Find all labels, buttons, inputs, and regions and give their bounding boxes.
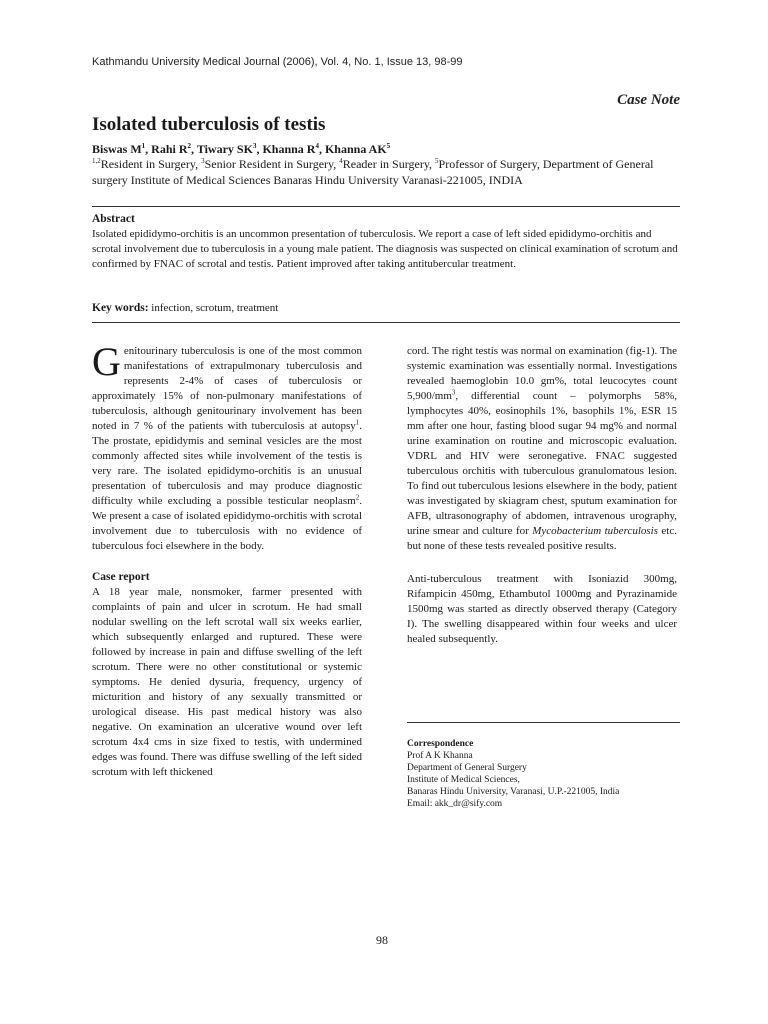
author-name: Tiwary SK [196,142,253,156]
case-report-heading: Case report [92,571,150,583]
author-superscript: 2 [187,142,192,150]
correspondence-line: Prof A K Khanna [407,751,473,761]
author-superscript: 5 [386,142,391,150]
citation-superscript: 1 [355,418,360,427]
affiliation-superscript: 1,2 [92,157,101,165]
author-name: Biswas M [92,142,142,156]
right-column [407,344,677,647]
correspondence-email: Email: akk_dr@sify.com [407,799,503,809]
intro-paragraph [92,339,362,554]
abstract-text: Isolated epididymo-orchitis is an uncommon presentation of tuberculosis. We report a case of left sided epididymo-orchitis and scrotal involvement due to tuberculosis in a young male patient. The diagnosis was suspected on clinical examination of scrotum and confirmed by FNAC of scrotal and testis. Patient improved after taking antitubercular treatment. [92,228,678,270]
author-superscript: 4 [315,142,319,150]
section-divider [92,322,680,323]
correspondence-line: Banaras Hindu University, Varanasi, U.P.-221005, India [407,787,620,797]
correspondence-line: Institute of Medical Sciences, [407,775,520,785]
correspondence-line: Department of General Surgery [407,763,527,773]
keywords [92,302,278,314]
case-report-continued [407,344,677,554]
page-number: 98 [376,933,388,947]
affiliation-text: Professor of Surgery, Department of General surgery Institute of Medical Sciences Banaras Hindu University Varanasi-221005, INDIA [92,157,654,187]
author-name: Khanna R [262,142,316,156]
organism-name: Mycobacterium tuberculosis [532,525,658,537]
body-text: cord. The right testis was normal on examination (fig-1). The systemic examination was essentially normal. Investigations revealed haemoglobin 10.0 gm%, total leucocytes count 5,900/mm [407,345,677,402]
journal-citation: Kathmandu University Medical Journal (2006), Vol. 4, No. 1, Issue 13, 98-99 [92,56,463,68]
author-superscript: 1 [141,142,146,150]
affiliation-text: Reader in Surgery, [342,157,436,171]
intro-text: enitourinary tuberculosis is one of the most common manifestations of extrapulmonary tuberculosis and represents 2-4% of cases of tuberculosis or approximately 15% of non-pulmonary manifestations of tuberculosis, although genitourinary involvement has been noted in 7 % of the patients with tuberculosis at autopsy [92,345,362,432]
affiliation-text: Senior Resident in Surgery, [204,157,340,171]
body-text: , differential count – polymorphs 58%, lymphocytes 40%, eosinophils 1%, basophils 1%, ESR 15 mm after one hour, fasting blood sugar 94 mg% and normal urine examination on routine and microscopic evaluation. VDRL and HIV were seronegative. FNAC suggested tuberculous orchitis with tuberculous granulomatous lesion. To find out tuberculous lesions elsewhere in the body, patient was investigated by skiagram chest, sputum examination for AFB, ultrasonography of abdomen, intravenous urography, urine smear and culture for [407,390,677,537]
affiliation-superscript: 3 [201,157,205,165]
abstract-heading: Abstract [92,213,135,225]
section-divider [92,206,680,207]
affiliation-superscript: 4 [339,157,343,165]
author-name: Rahi R [151,142,188,156]
article-title: Isolated tuberculosis of testis [92,114,326,135]
article-type-label: Case Note [617,92,680,108]
author-affiliation [92,156,692,188]
unit-superscript: 3 [451,388,456,397]
author-name: Khanna AK [324,142,387,156]
intro-text: . The prostate, epididymis and seminal vesicles are the most commonly affected sites while involvement of the testis is very rare. The isolated epididymo-orchitis is an unusual presentation of tuberculosis and may produce diagnostic difficulty while excluding a possible testicular neoplasm [92,420,362,507]
author-superscript: 3 [252,142,257,150]
treatment-paragraph: Anti-tuberculous treatment with Isoniazid 300mg, Rifampicin 450mg, Ethambutol 1000mg and Pyrazinamide 1500mg was started as directly observed therapy (Category I). The swelling disappeared within four weeks and ulcer healed subsequently. [407,573,677,645]
intro-text: . We present a case of isolated epididymo-orchitis with scrotal involvement due to tuberculosis with no evidence of tuberculous foci elsewhere in the body. [92,495,362,552]
case-report-paragraph: A 18 year male, nonsmoker, farmer presented with complaints of pain and ulcer in scrotum. He had small nodular swelling on the left scrotal wall six weeks earlier, which subsequently enlarged and ruptured. These were followed by increase in pain and diffuse swelling of the left scrotum. There were no other constitutional or systemic symptoms. He denied dysuria, frequency, urgency of micturition and history of any sexually transmitted or urological disease. His past medical history was also negative. On examination an ulcerative wound over left scrotum 4x4 cms in size fixed to testis, with undermined edges was found. There was diffuse swelling of the left sided scrotum with left thickened [92,586,362,778]
affiliation-superscript: 5 [435,157,439,165]
keywords-label: Key words: [92,302,149,314]
abstract-section [92,212,680,272]
left-column [92,339,362,780]
citation-superscript: 2 [355,493,360,502]
correspondence-block [407,738,619,810]
author-list: Biswas $M^1$, Rahi $R^2$, Tiwary $SK^3$, Khanna $R^4$, Khanna $AK^5$ [92,142,391,156]
affiliation-text: Resident in Surgery, [100,157,202,171]
drop-cap: G [92,339,121,384]
keywords-text: infection, scrotum, treatment [148,302,279,314]
correspondence-divider [407,722,680,723]
correspondence-heading: Correspondence [407,739,474,749]
body-text: etc. but none of these tests revealed positive results. [407,525,677,552]
